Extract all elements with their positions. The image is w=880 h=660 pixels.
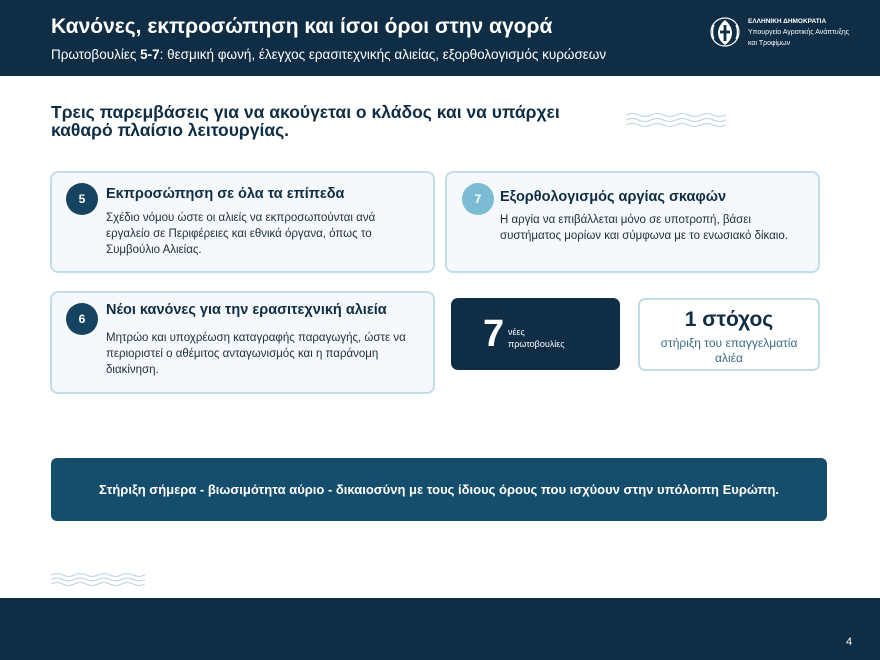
initiative-card-title: Εκπροσώπηση σε όλα τα επίπεδα [106, 186, 345, 202]
stat-new-initiatives [451, 298, 620, 370]
initiative-card-body: Μητρώο και υποχρέωση καταγραφής παραγωγής, ώστε να περιοριστεί ο αθέμιτος ανταγωνισμός και η παράνομη διακίνηση. [106, 332, 406, 376]
banner-text: Στήριξη σήμερα - βιωσιμότητα αύριο - δικαιοσύνη με τους ίδιους όρους που ισχύουν στην υπόλοιπη Ευρώπη. [98, 482, 779, 497]
ministry-logo [710, 15, 870, 55]
logo-line1: ΕΛΛΗΝΙΚΗ ΔΗΜΟΚΡΑΤΙΑ [748, 18, 827, 25]
initiative-number-badge: 7 [462, 183, 494, 215]
initiative-number-badge: 5 [66, 183, 98, 215]
greek-emblem-icon [710, 15, 740, 49]
stat-label-line2: αλιέα [715, 351, 743, 365]
logo-line2: Υπουργείο Αγροτικής Ανάπτυξης [748, 29, 850, 36]
stat-label-line2: πρωτοβουλίες [508, 339, 565, 349]
initiative-number-badge: 6 [66, 303, 98, 335]
initiative-card-vessel-suspension [445, 171, 820, 273]
lead-line1: Τρεις παρεμβάσεις για να ακούγεται ο κλάδος και να υπάρχει [51, 102, 560, 122]
stat-value: 1 στόχος [684, 308, 774, 331]
footer-bar [0, 598, 880, 660]
slide-subtitle [51, 47, 606, 62]
stat-label-line1: στήριξη του επαγγελματία [660, 336, 798, 350]
initiative-card-representation [50, 171, 435, 273]
stat-label [508, 326, 565, 350]
initiative-card-title: Εξορθολογισμός αργίας σκαφών [500, 189, 727, 205]
initiative-card-body: Η αργία να επιβάλλεται μόνο σε υποτροπή, βάσει συστήματος μορίων και σύμφωνα με το ενωσιακό δίκαιο. [500, 214, 788, 242]
stat-value: 7 [483, 313, 505, 355]
lead-line2: καθαρό πλαίσιο λειτουργίας. [51, 120, 290, 140]
initiative-card-title: Νέοι κανόνες για την ερασιτεχνική αλιεία [106, 302, 387, 318]
stat-label [640, 336, 818, 366]
stat-label-line1: νέες [508, 327, 525, 337]
initiative-card-recreational-fishing [50, 291, 435, 394]
lead-heading [51, 103, 591, 139]
slide-title: Κανόνες, εκπροσώπηση και ίσοι όροι στην αγορά [51, 15, 553, 38]
subtitle-range: 5-7 [140, 47, 160, 62]
header-bar [0, 0, 880, 76]
closing-banner [51, 458, 827, 521]
subtitle-rest: : θεσμική φωνή, έλεγχος ερασιτεχνικής αλιείας, εξορθολογισμός κυρώσεων [159, 47, 607, 62]
stat-goal [638, 298, 820, 371]
logo-line3: και Τροφίμων [748, 40, 791, 47]
wave-decoration-top-icon [626, 112, 726, 128]
wave-decoration-bottom-icon [51, 572, 145, 586]
subtitle-prefix: Πρωτοβουλίες [51, 47, 141, 62]
page-number: 4 [846, 636, 853, 648]
initiative-card-body: Σχέδιο νόμου ώστε οι αλιείς να εκπροσωπούνται ανά εργαλείο σε Περιφέρειες και εθνικά όργανα, όπως το Συμβούλιο Αλιείας. [106, 212, 376, 256]
